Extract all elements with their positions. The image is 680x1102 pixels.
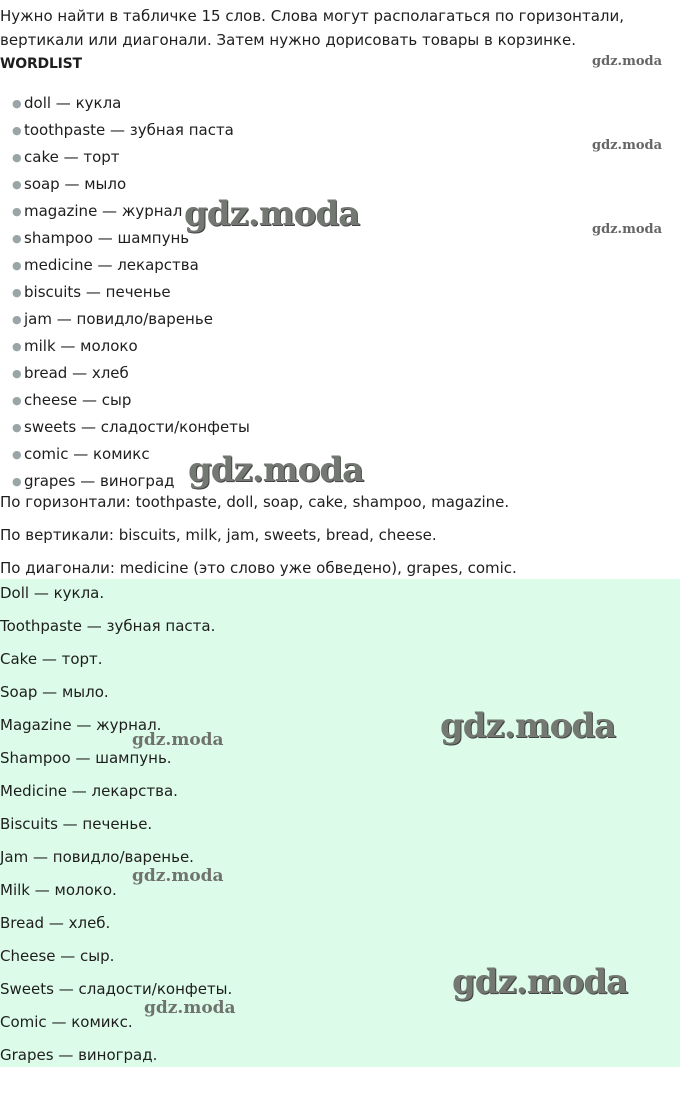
answer-row: Comic — комикс.	[0, 1013, 133, 1031]
list-item: ● doll — кукла	[0, 90, 250, 117]
watermark: gdz.moda	[144, 998, 236, 1018]
wordlist-heading: WORDLIST	[0, 56, 82, 72]
watermark: gdz.moda	[440, 706, 616, 746]
bullet-icon: ●	[12, 286, 22, 299]
answer-row: Soap — мыло.	[0, 683, 109, 701]
list-item: ● cheese — сыр	[0, 387, 250, 414]
watermark: gdz.moda	[592, 222, 663, 237]
answer-row: Doll — кукла.	[0, 584, 105, 602]
bullet-icon: ●	[12, 475, 22, 488]
bullet-icon: ●	[12, 313, 22, 326]
watermark: gdz.moda	[592, 138, 663, 153]
answer-row: Milk — молоко.	[0, 881, 117, 899]
list-item: ● sweets — сладости/конфеты	[0, 414, 250, 441]
bullet-icon: ●	[12, 421, 22, 434]
answer-row: Shampoo — шампунь.	[0, 749, 172, 767]
answer-row: Sweets — сладости/конфеты.	[0, 980, 233, 998]
bullet-icon: ●	[12, 151, 22, 164]
bullet-icon: ●	[12, 340, 22, 353]
bullet-icon: ●	[12, 178, 22, 191]
answer-row: Biscuits — печенье.	[0, 815, 153, 833]
answer-row: Medicine — лекарства.	[0, 782, 178, 800]
watermark: gdz.moda	[132, 730, 224, 750]
answer-row: Grapes — виноград.	[0, 1046, 158, 1064]
answer-row: Toothpaste — зубная паста.	[0, 617, 216, 635]
bullet-icon: ●	[12, 124, 22, 137]
list-item: ● magazine — журнал	[0, 198, 250, 225]
horizontal-words: По горизонтали: toothpaste, doll, soap, cake, shampoo, magazine.	[0, 493, 510, 511]
answer-row: Magazine — журнал.	[0, 716, 162, 734]
list-item: ● jam — повидло/варенье	[0, 306, 250, 333]
bullet-icon: ●	[12, 259, 22, 272]
list-item: ● medicine — лекарства	[0, 252, 250, 279]
list-item: ● shampoo — шампунь	[0, 225, 250, 252]
answer-row: Jam — повидло/варенье.	[0, 848, 194, 866]
watermark: gdz.moda	[592, 54, 663, 69]
watermark: gdz.moda	[132, 866, 224, 886]
vertical-words: По вертикали: biscuits, milk, jam, sweets, bread, cheese.	[0, 526, 437, 544]
bullet-icon: ●	[12, 394, 22, 407]
list-item: ● milk — молоко	[0, 333, 250, 360]
list-item: ● comic — комикс	[0, 441, 250, 468]
list-item: ● soap — мыло	[0, 171, 250, 198]
bullet-icon: ●	[12, 205, 22, 218]
watermark: gdz.moda	[188, 450, 364, 490]
answer-row: Bread — хлеб.	[0, 914, 111, 932]
bullet-icon: ●	[12, 448, 22, 461]
list-item: ● toothpaste — зубная паста	[0, 117, 250, 144]
diagonal-words: По диагонали: medicine (это слово уже обведено), grapes, comic.	[0, 559, 517, 577]
wordlist	[0, 90, 250, 495]
intro-text: Нужно найти в табличке 15 слов. Слова могут располагаться по горизонтали, вертикали или диагонали. Затем нужно дорисовать товары в корзинке.	[0, 7, 624, 49]
watermark: gdz.moda	[452, 962, 628, 1002]
list-item: ● grapes — виноград	[0, 468, 250, 495]
answer-row: Cake — торт.	[0, 650, 103, 668]
list-item: ● biscuits — печенье	[0, 279, 250, 306]
list-item: ● cake — торт	[0, 144, 250, 171]
watermark: gdz.moda	[184, 194, 360, 234]
bullet-icon: ●	[12, 367, 22, 380]
answer-row: Cheese — сыр.	[0, 947, 115, 965]
bullet-icon: ●	[12, 232, 22, 245]
bullet-icon: ●	[12, 97, 22, 110]
list-item: ● bread — хлеб	[0, 360, 250, 387]
